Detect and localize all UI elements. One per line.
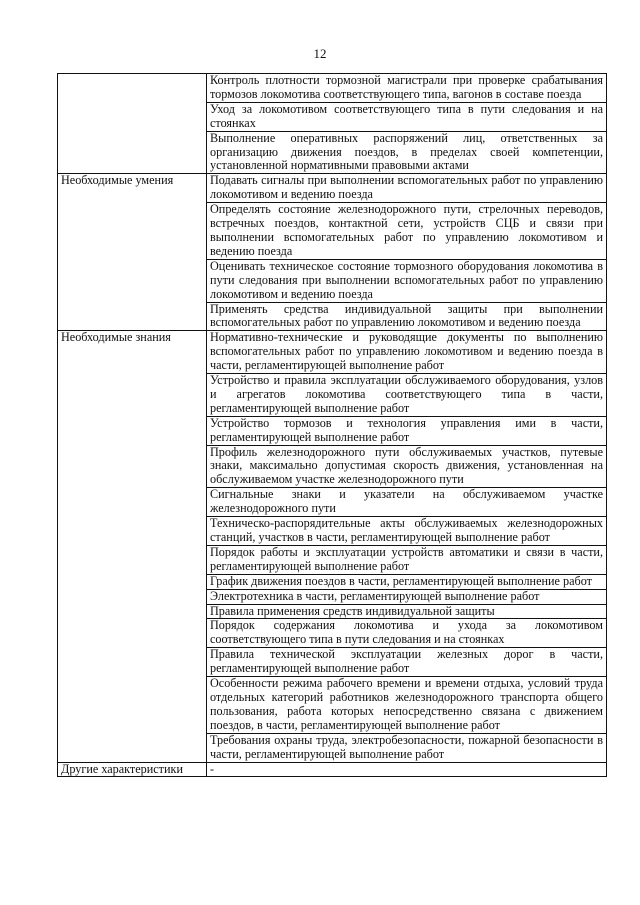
table-cell: Требования охраны труда, электробезопасности, пожарной безопасности в части, регламентирующей выполнение работ (207, 733, 607, 762)
table-cell: Определять состояние железнодорожного пути, стрелочных переводов, встречных поездов, контактной сети, устройств СЦБ и связи при выполнении вспомогательных работ по управлению локомотивом и ведению поезда (207, 203, 607, 260)
table-cell: Порядок работы и эксплуатации устройств автоматики и связи в части, регламентирующей выполнение работ (207, 545, 607, 574)
table-cell: Выполнение оперативных распоряжений лиц, ответственных за организацию движения поездов, в пределах своей компетенции, установленной нормативными правовыми актами (207, 131, 607, 174)
table-cell: Применять средства индивидуальной защиты при выполнении вспомогательных работ по управлению локомотивом и ведению поезда (207, 302, 607, 331)
table-row (58, 174, 607, 203)
table-cell: Техническо-распорядительные акты обслуживаемых железнодорожных станций, участков в части, регламентирующей выполнение работ (207, 517, 607, 546)
table-cell: Электротехника в части, регламентирующей выполнение работ (207, 589, 607, 604)
table-cell: Особенности режима рабочего времени и времени отдыха, условий труда отдельных категорий работников железнодорожного транспорта общего пользования, работа которых непосредственно связана с движением поездов, в части, регламентирующей выполнение работ (207, 677, 607, 734)
table-cell: Сигнальные знаки и указатели на обслуживаемом участке железнодорожного пути (207, 488, 607, 517)
row-label-skills: Необходимые умения (58, 174, 207, 331)
table-cell: Нормативно-технические и руководящие документы по выполнению вспомогательных работ по управлению локомотивом и ведению поезда в части, регламентирующей выполнение работ (207, 331, 607, 374)
table-cell: Правила технической эксплуатации железных дорог в части, регламентирующей выполнение работ (207, 648, 607, 677)
table-row (58, 762, 607, 777)
table-cell: Правила применения средств индивидуальной защиты (207, 604, 607, 619)
table-cell: Уход за локомотивом соответствующего типа в пути следования и на стоянках (207, 102, 607, 131)
table-cell: Контроль плотности тормозной магистрали при проверке срабатывания тормозов локомотива соответствующего типа, вагонов в составе поезда (207, 74, 607, 103)
table-cell: Устройство и правила эксплуатации обслуживаемого оборудования, узлов и агрегатов локомотива соответствующего типа в части, регламентирующей выполнение работ (207, 374, 607, 417)
table-cell: Оценивать техническое состояние тормозного оборудования локомотива в пути следования при выполнении вспомогательных работ по управлению локомотивом и ведению поезда (207, 259, 607, 302)
table-cell: Подавать сигналы при выполнении вспомогательных работ по управлению локомотивом и ведению поезда (207, 174, 607, 203)
table-cell: Порядок содержания локомотива и ухода за локомотивом соответствующего типа в пути следования и на стоянках (207, 619, 607, 648)
table-row (58, 331, 607, 374)
row-label-other: Другие характеристики (58, 762, 207, 777)
table-cell: Устройство тормозов и технология управления ими в части, регламентирующей выполнение работ (207, 416, 607, 445)
row-label (58, 74, 207, 174)
table-cell: Профиль железнодорожного пути обслуживаемых участков, путевые знаки, максимально допустимая скорость движения, установленная на обслуживаемом участке железнодорожного пути (207, 445, 607, 488)
page-number: 12 (313, 46, 327, 61)
table-row (58, 74, 607, 103)
row-label-knowledge: Необходимые знания (58, 331, 207, 762)
table-cell: График движения поездов в части, регламентирующей выполнение работ (207, 574, 607, 589)
requirements-table (57, 73, 607, 777)
table-cell: - (207, 762, 607, 777)
